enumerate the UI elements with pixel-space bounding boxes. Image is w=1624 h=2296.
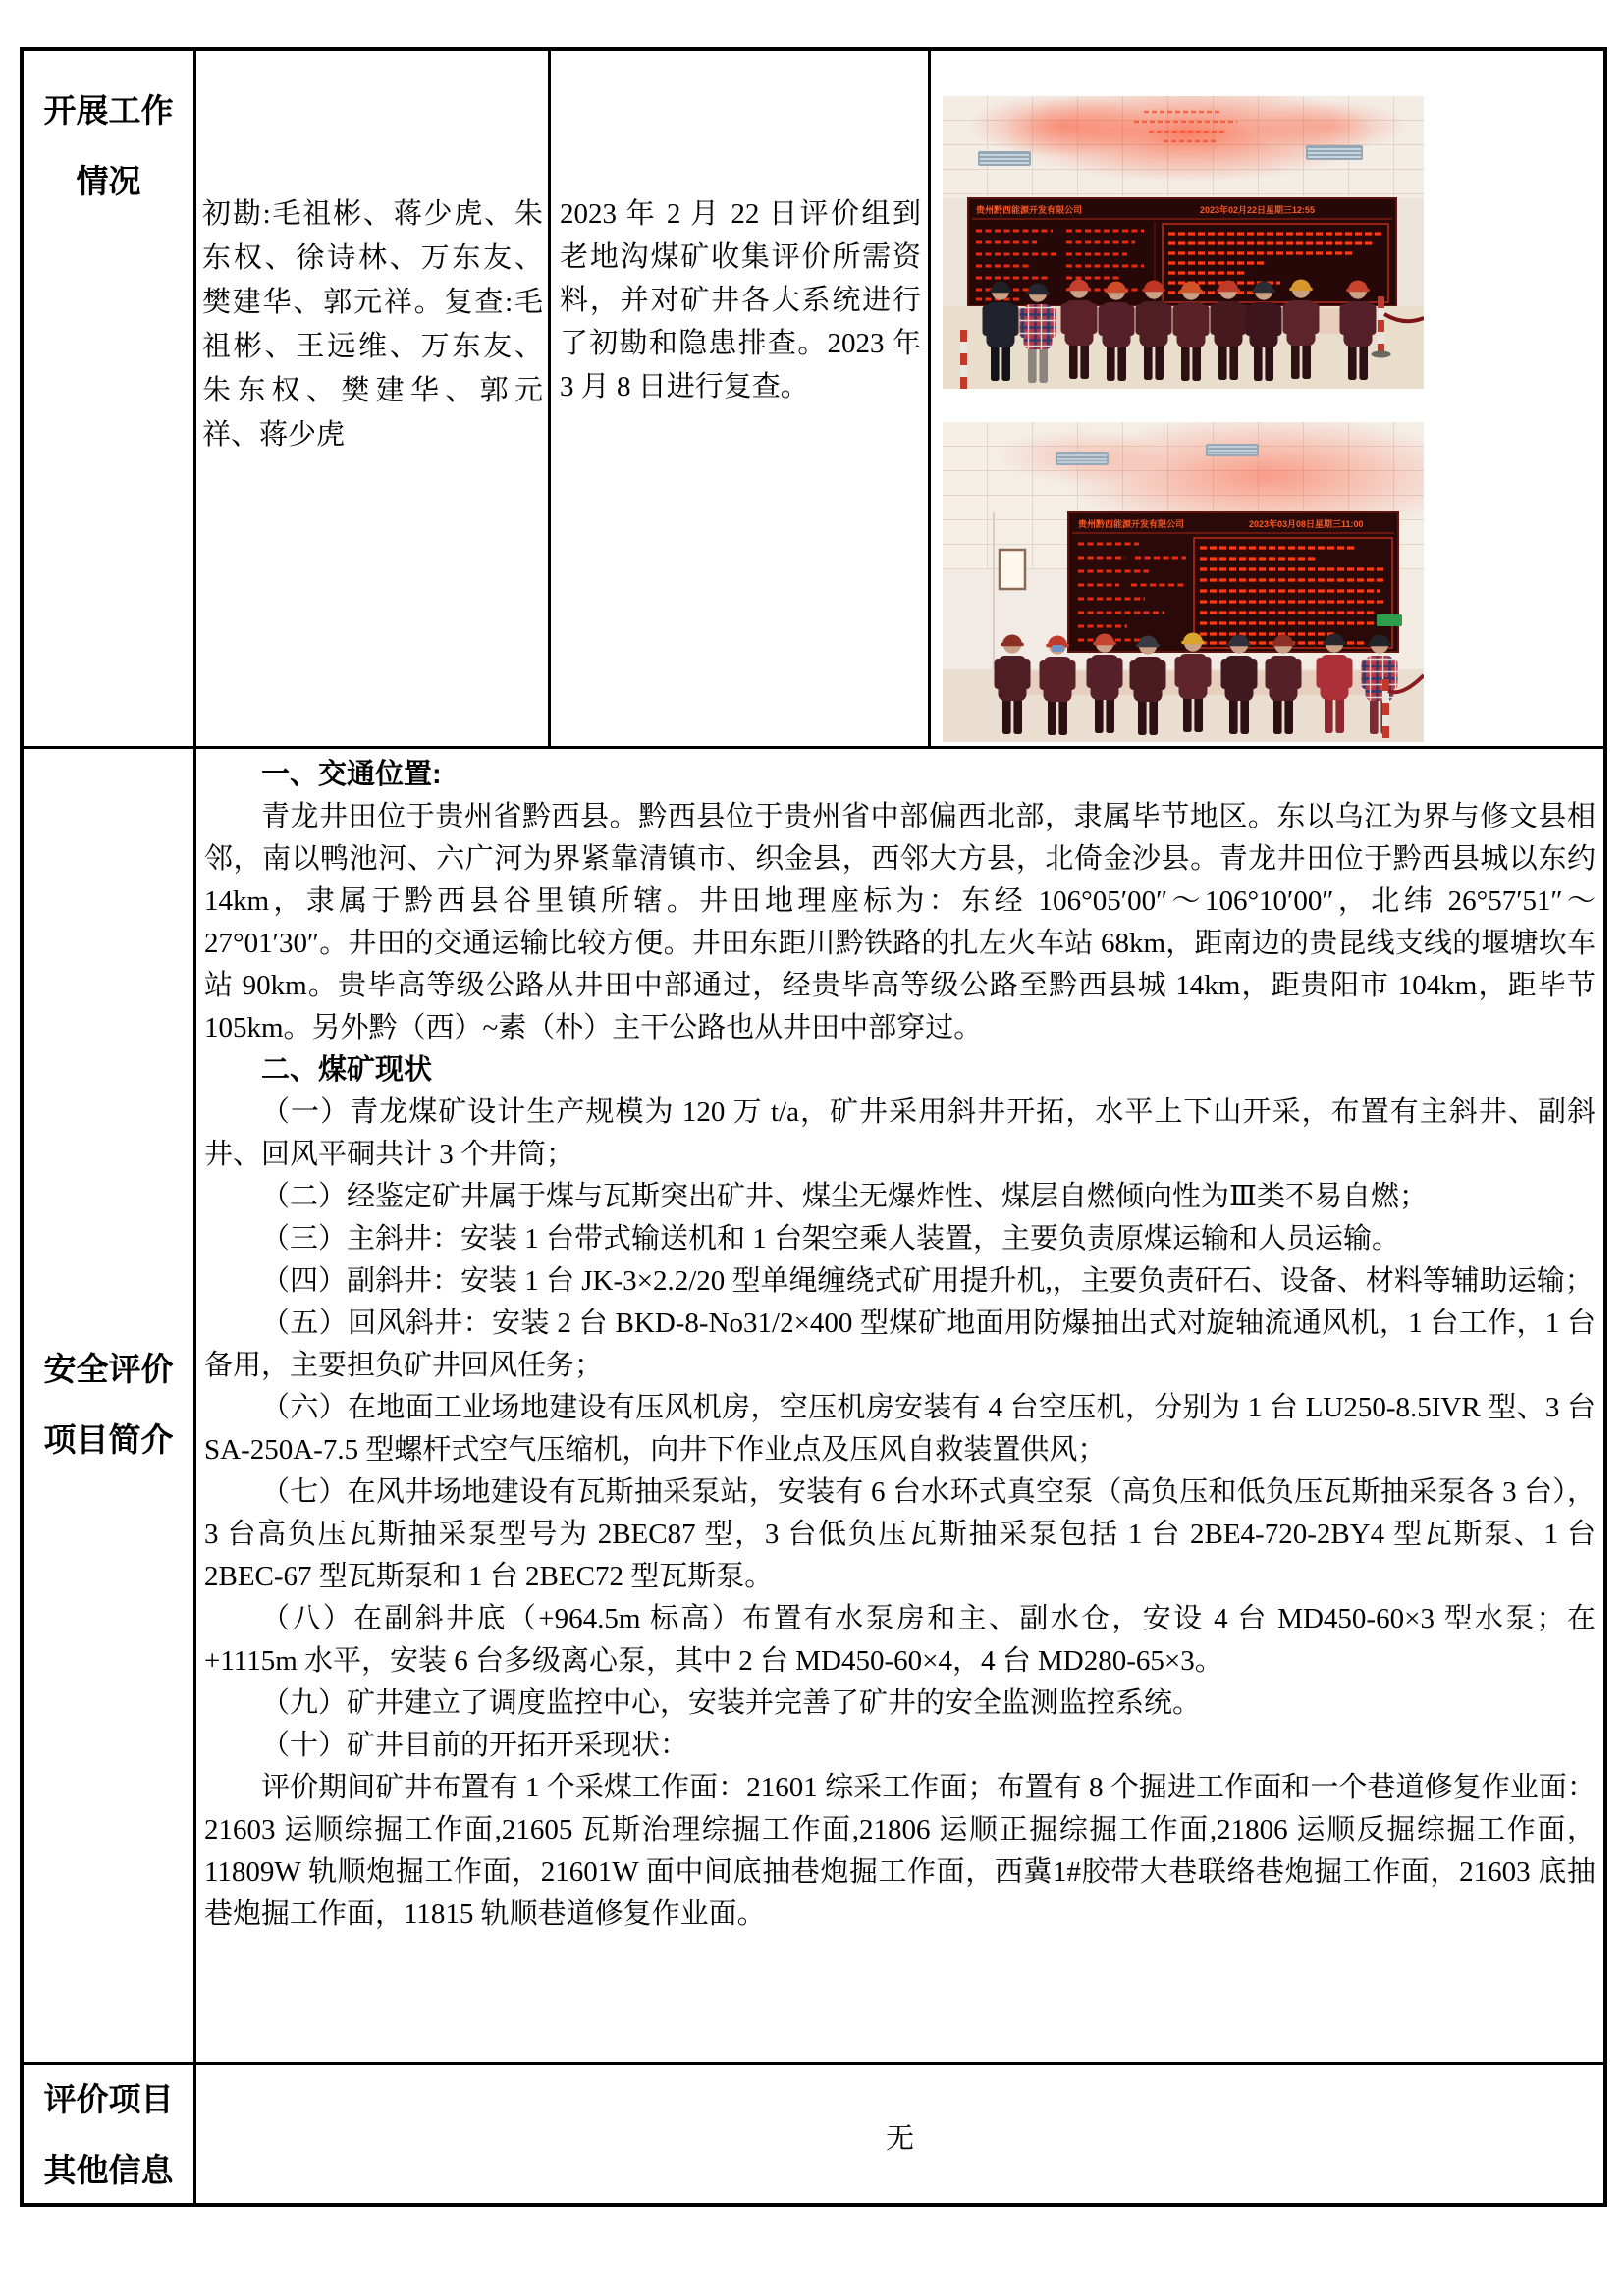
ceiling — [943, 96, 1424, 198]
section-heading-traffic: 一、交通位置: — [261, 759, 442, 790]
paragraph-item-1: （一）青龙煤矿设计生产规模为 120 万 t/a，矿井采用斜井开拓，水平上下山开采，布置有主斜井、副斜井、回风平硐共计 3 个井筒； — [204, 1096, 1596, 1170]
row-header-work-line2: 情况 — [76, 165, 141, 200]
cell-photos — [928, 51, 1603, 746]
row-header-work — [24, 51, 193, 746]
led-board — [1068, 512, 1398, 652]
paragraph-traffic: 青龙井田位于贵州省黔西县。黔西县位于贵州省中部偏西北部，隶属毕节地区。东以乌江为界与修文县相邻，南以鸭池河、六广河为界紧靠清镇市、织金县，西邻大方县，北倚金沙县。青龙井田位于黔西县城以东约 14km，隶属于黔西县谷里镇所辖。井田地理座标为：东经 106°05′00″～106°10′00″，北纬 26°57′51″～27°01′30″。井田的交通运输比较方便。井田东距川黔铁路的扎左火车站 68km，距南边的贵昆线支线的堰塘坎车站 90km。贵毕高等级公路从井田中部通过，经贵毕高等级公路至黔西县城 14km，距贵阳市 104km，距毕节 105km。另外黔（西）~素（朴）主干公路也从井田中部穿过。 — [204, 801, 1596, 1043]
exit-sign-icon — [1377, 614, 1402, 626]
cell-project-intro — [193, 749, 1603, 2062]
wall-frame — [1000, 550, 1025, 589]
paragraph-item-4: （四）副斜井：安装 1 台 JK-3×2.2/20 型单绳缠绕式矿用提升机,，主要负责矸石、设备、材料等辅助运输； — [261, 1265, 1594, 1297]
other-info-value: 无 — [885, 2122, 914, 2155]
row-header-other-info — [24, 2065, 193, 2207]
paragraph-item-5: （五）回风斜井：安装 2 台 BKD-8-No31/2×400 型煤矿地面用防爆抽出式对旋轴流通风机，1 台工作，1 台备用，主要担负矿井回风任务； — [204, 1308, 1596, 1381]
led-board-title: 贵州黔西能源开发有限公司 — [976, 205, 1083, 215]
row-header-other-line1: 评价项目 — [43, 2083, 174, 2118]
row-header-intro — [24, 749, 193, 2062]
paragraph-workfaces: 评价期间矿井布置有 1 个采煤工作面：21601 综采工作面；布置有 8 个掘进工作面和一个巷道修复作业面：21603 运顺综掘工作面,21605 瓦斯治理综掘工作面,21806 运顺正掘综掘工作面,21806 运顺反掘综掘工作面， 11809W 轨顺炮掘工作面，21601W 面中间底抽巷炮掘工作面，西冀1#胶带大巷联络巷炮掘工作面，21603 底抽巷炮掘工作面，11815 轨顺巷道修复作业面。 — [204, 1772, 1596, 1930]
paragraph-item-2: （二）经鉴定矿井属于煤与瓦斯突出矿井、煤尘无爆炸性、煤层自燃倾向性为Ⅲ类不易自燃； — [261, 1181, 1428, 1212]
group-photo-1 — [943, 96, 1424, 389]
paragraph-item-8: （八）在副斜井底（+964.5m 标高）布置有水泵房和主、副水仓，安设 4 台 MD450-60×3 型水泵；在+1115m 水平，安装 6 台多级离心泵，其中 2 台 MD450-60×4，4 台 MD280-65×3。 — [204, 1603, 1596, 1677]
row-work — [24, 51, 1603, 746]
row-header-work-line1: 开展工作 — [43, 94, 174, 130]
led-board-date: 2023年02月22日星期三12:55 — [1200, 205, 1316, 215]
paragraph-item-10: （十）矿井目前的开拓开采现状： — [261, 1730, 689, 1761]
row-intro — [24, 746, 1603, 2062]
report-table — [20, 47, 1607, 2207]
row-header-intro-line1: 安全评价 — [43, 1353, 174, 1388]
cell-other-info — [193, 2065, 1603, 2207]
row-header-other-line2: 其他信息 — [43, 2154, 174, 2189]
led-board-title: 贵州黔西能源开发有限公司 — [1078, 519, 1185, 529]
survey-team-text: 初勘:毛祖彬、蒋少虎、朱东权、徐诗林、万东友、樊建华、郭元祥。复查:毛祖彬、王远维、万东友、朱东权、樊建华、郭元祥、蒋少虎 — [202, 198, 543, 451]
paragraph-item-6: （六）在地面工业场地建设有压风机房，空压机房安装有 4 台空压机，分别为 1 台 LU250-8.5IVR 型、3 台 SA-250A-7.5 型螺杆式空气压缩机，向井下作业点及压风自救装置供风； — [204, 1392, 1596, 1466]
led-board-date: 2023年03月08日星期三11:00 — [1249, 519, 1364, 529]
paragraph-item-3: （三）主斜井：安装 1 台带式输送机和 1 台架空乘人装置，主要负责原煤运输和人员运输。 — [261, 1223, 1401, 1255]
section-heading-status: 二、煤矿现状 — [261, 1054, 433, 1086]
site-visit-text: 2023 年 2 月 22 日评价组到老地沟煤矿收集评价所需资料，并对矿井各大系统进行了初勘和隐患排查。2023 年 3 月 8 日进行复查。 — [560, 198, 921, 402]
cell-site-visit — [548, 51, 928, 746]
paragraph-item-9: （九）矿井建立了调度监控中心，安装并完善了矿井的安全监测监控系统。 — [261, 1687, 1202, 1719]
row-header-intro-line2: 项目简介 — [43, 1423, 174, 1459]
people-group-2 — [995, 633, 1398, 736]
paragraph-item-7: （七）在风井场地建设有瓦斯抽采泵站，安装有 6 台水环式真空泵（高负压和低负压瓦斯抽采泵各 3 台），3 台高负压瓦斯抽采泵型号为 2BEC87 型，3 台低负压瓦斯抽采泵包括 1 台 2BE4-720-2BY4 型瓦斯泵、1 台 2BEC-67 型瓦斯泵和 1 台 2BEC72 型瓦斯泵。 — [204, 1476, 1596, 1592]
group-photo-2 — [943, 422, 1424, 742]
cell-survey-team — [193, 51, 548, 746]
face-mask — [1052, 645, 1064, 652]
row-other-info — [24, 2062, 1603, 2207]
